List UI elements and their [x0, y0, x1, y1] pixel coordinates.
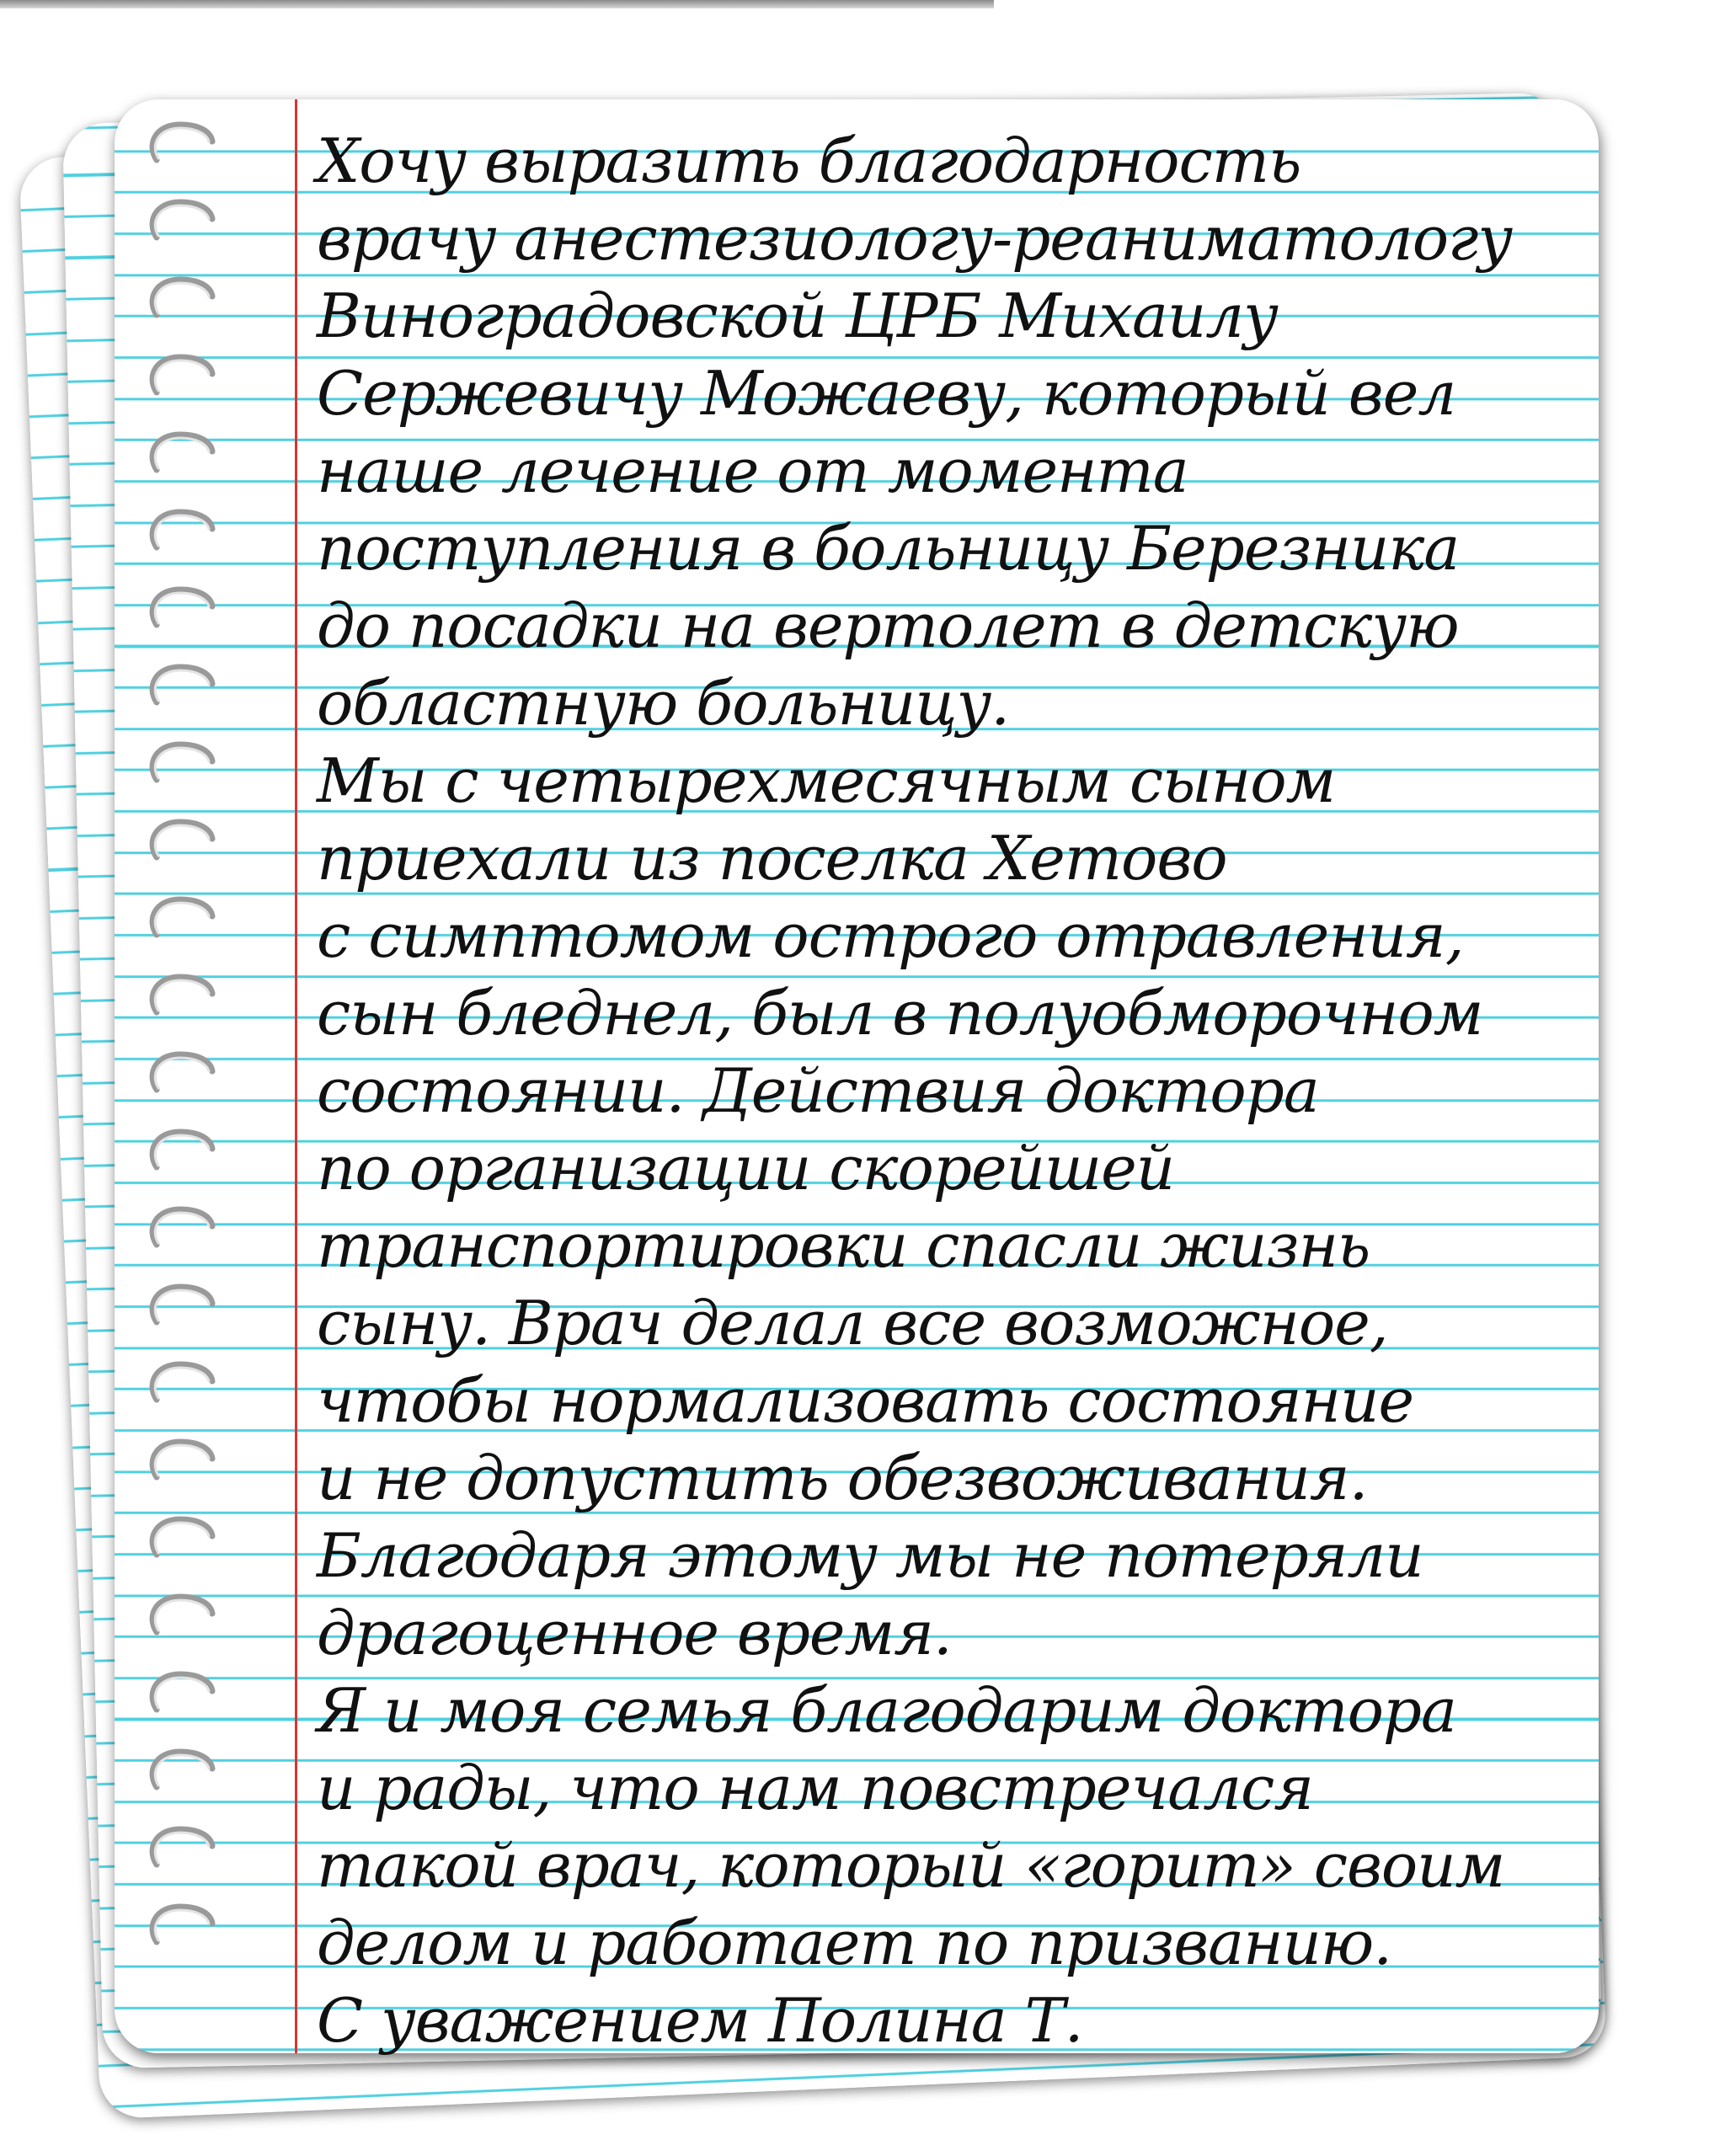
spiral-hole-icon — [140, 349, 221, 399]
spiral-hole-icon — [140, 659, 221, 709]
letter-line: такой врач, который «горит» своим — [317, 1830, 1505, 1901]
spiral-hole-icon — [140, 504, 221, 554]
letter-line: и не допустить обезвоживания. — [317, 1443, 1368, 1513]
letter-line: областную больницу. — [317, 668, 1010, 739]
letter-line: с симптомом острого отравления, — [317, 900, 1464, 971]
spiral-hole-icon — [140, 581, 221, 632]
letter-line: драгоценное время. — [317, 1598, 952, 1668]
spiral-hole-icon — [140, 194, 221, 244]
letter-line: Хочу выразить благодарность — [317, 125, 1301, 196]
letter-line: и рады, что нам повстречался — [317, 1753, 1314, 1823]
letter-line: сын бледнел, был в полуобморочном — [317, 978, 1483, 1049]
spiral-hole-icon — [140, 1123, 221, 1174]
spiral-hole-icon — [140, 1511, 221, 1561]
margin-line — [295, 99, 297, 2053]
spiral-hole-icon — [140, 1046, 221, 1097]
letter-line: С уважением Полина Т. — [317, 1985, 1083, 2056]
letter-line: Сержевичу Можаеву, который вел — [317, 358, 1456, 429]
letter-line: Я и моя семья благодарим доктора — [317, 1675, 1456, 1746]
letter-line: делом и работает по призванию. — [317, 1908, 1392, 1978]
notebook-sheet-front — [115, 99, 1599, 2056]
spiral-hole-icon — [140, 814, 221, 864]
spiral-hole-icon — [140, 116, 221, 167]
letter-line: до посадки на вертолет в детскую — [317, 590, 1459, 661]
spiral-hole-icon — [140, 1356, 221, 1406]
letter-line: Мы с четырехмесячным сыном — [317, 745, 1336, 816]
letter-line: чтобы нормализовать состояние — [317, 1365, 1414, 1436]
letter-line: Виноградовской ЦРБ Михаилу — [317, 280, 1278, 351]
spiral-holes — [140, 116, 258, 2036]
spiral-hole-icon — [140, 1433, 221, 1484]
letter-line: состоянии. Действия доктора — [317, 1055, 1319, 1126]
spiral-hole-icon — [140, 1666, 221, 1716]
spiral-hole-icon — [140, 891, 221, 942]
spiral-hole-icon — [140, 1898, 221, 1949]
top-edge-bar — [0, 0, 994, 8]
letter-line: приехали из поселка Хетово — [317, 823, 1227, 894]
letter-line: врачу анестезиологу-реаниматологу — [317, 203, 1513, 274]
letter-line: по организации скорейшей — [317, 1133, 1175, 1203]
spiral-hole-icon — [140, 1743, 221, 1794]
spiral-hole-icon — [140, 271, 221, 322]
letter-line: наше лечение от момента — [317, 435, 1188, 506]
spiral-hole-icon — [140, 1201, 221, 1251]
spiral-hole-icon — [140, 1588, 221, 1639]
spiral-hole-icon — [140, 736, 221, 787]
letter-line: сыну. Врач делал все возможное, — [317, 1288, 1388, 1358]
spiral-hole-icon — [140, 1278, 221, 1329]
letter-line: Благодаря этому мы не потеряли — [317, 1520, 1423, 1591]
spiral-hole-icon — [140, 1821, 221, 1871]
letter-line: транспортировки спасли жизнь — [317, 1210, 1370, 1281]
spiral-hole-icon — [140, 969, 221, 1019]
letter-line: поступления в больницу Березника — [317, 513, 1460, 584]
spiral-hole-icon — [140, 426, 221, 477]
